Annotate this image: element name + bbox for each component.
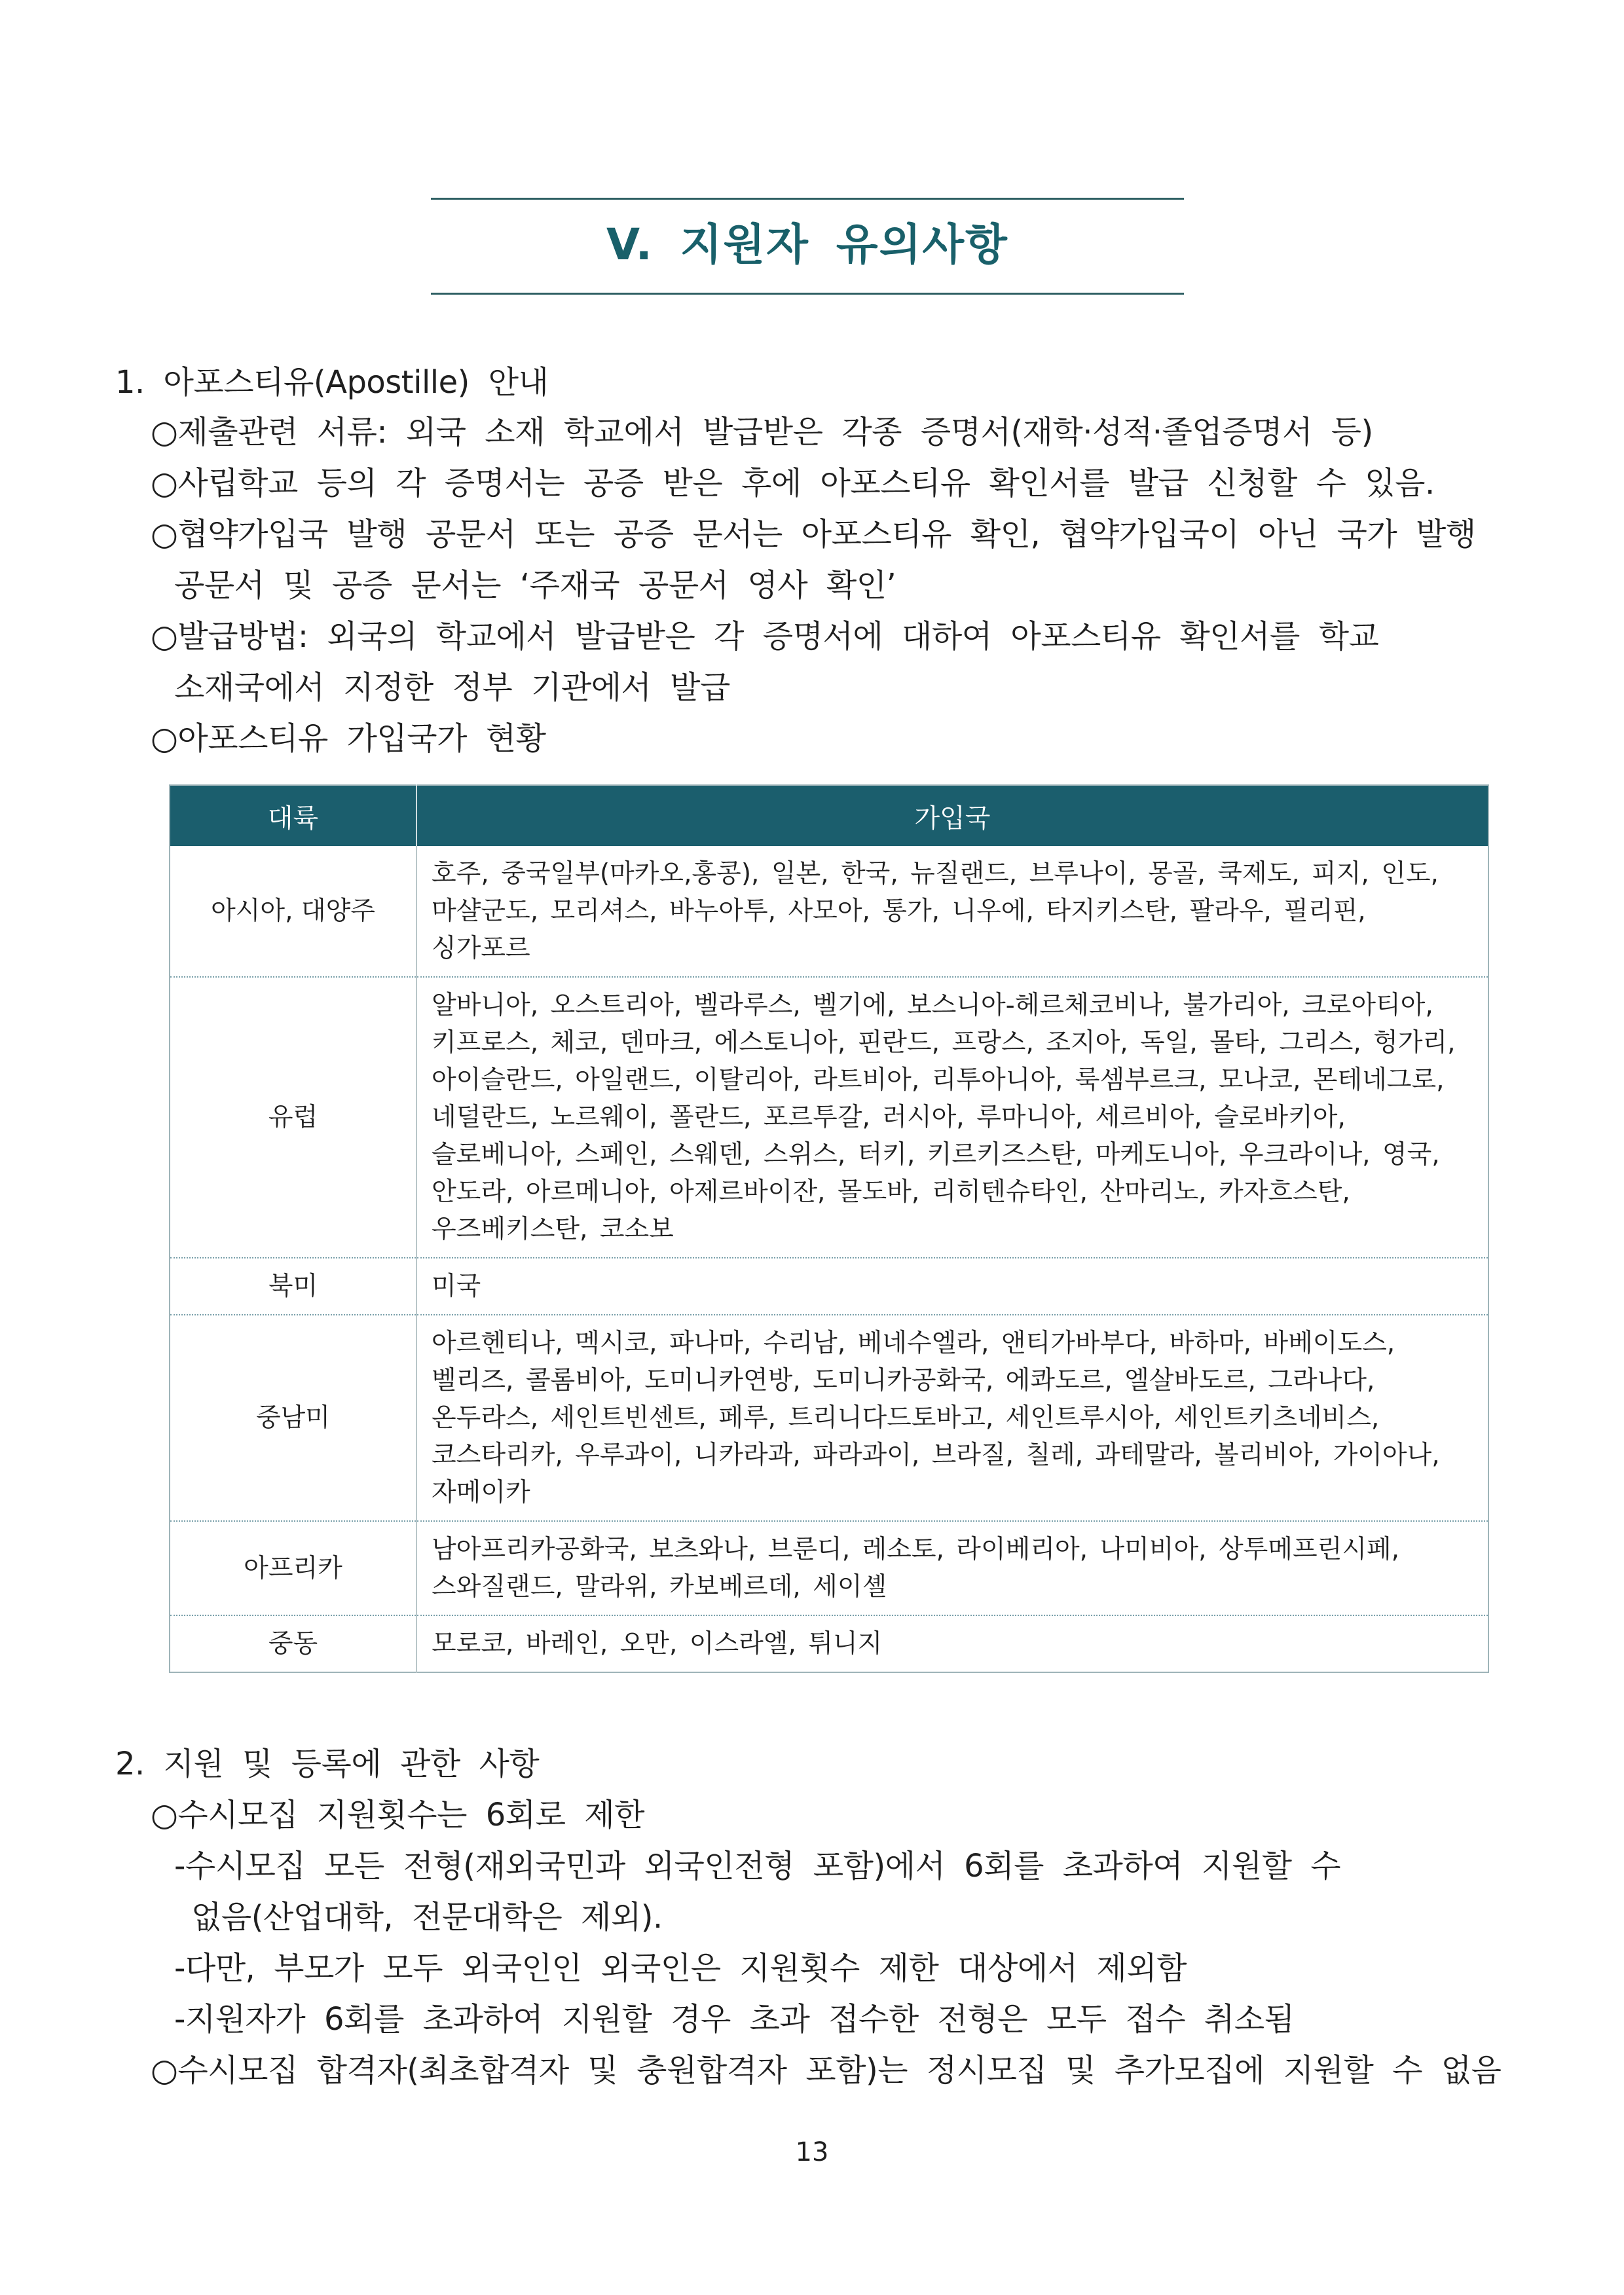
bullet-application-limit: ○수시모집 지원횟수는 6회로 제한 xyxy=(151,1797,644,1833)
countries-cell xyxy=(416,977,1488,1258)
countries-line: 싱가포르 xyxy=(432,934,530,963)
countries-line: 슬로베니아, 스페인, 스웨덴, 스위스, 터키, 키르키즈스탄, 마케도니아, 우크라이나, 영국, xyxy=(432,1140,1440,1169)
detail-limit-all-tracks: -수시모집 모든 전형(재외국민과 외국인전형 포함)에서 6회를 초과하여 지원할 수 xyxy=(174,1848,1341,1884)
countries-line: 마샬군도, 모리셔스, 바누아투, 사모아, 통가, 니우에, 타지키스탄, 팔라우, 필리핀, xyxy=(432,896,1366,926)
table-header-row xyxy=(170,785,1488,846)
table-row xyxy=(170,1521,1488,1615)
title-block xyxy=(431,198,1184,295)
countries-line: 자메이카 xyxy=(432,1478,530,1507)
continent-cell: 중남미 xyxy=(170,1315,416,1521)
page-title: V. 지원자 유의사항 xyxy=(606,219,1008,270)
countries-cell xyxy=(416,1521,1488,1615)
countries-line: 네덜란드, 노르웨이, 폴란드, 포르투갈, 러시아, 루마니아, 세르비아, 슬로바키아, xyxy=(432,1103,1346,1132)
continent-cell: 북미 xyxy=(170,1258,416,1315)
countries-cell xyxy=(416,1315,1488,1521)
bullet-member-countries: ○협약가입국 발행 공문서 또는 공증 문서는 아포스티유 확인, 협약가입국이 아닌 국가 발행 xyxy=(151,516,1476,553)
table-row xyxy=(170,846,1488,977)
bullet-private-school: ○사립학교 등의 각 증명서는 공증 받은 후에 아포스티유 확인서를 발급 신청할 수 있음. xyxy=(151,465,1435,502)
countries-cell xyxy=(416,1615,1488,1672)
countries-line: 아이슬란드, 아일랜드, 이탈리아, 라트비아, 리투아니아, 룩셈부르크, 모나코, 몬테네그로, xyxy=(432,1065,1445,1095)
countries-line: 키프로스, 체코, 덴마크, 에스토니아, 핀란드, 프랑스, 조지아, 독일, 몰타, 그리스, 헝가리, xyxy=(432,1028,1456,1057)
countries-line: 아르헨티나, 멕시코, 파나마, 수리남, 베네수엘라, 앤티가바부다, 바하마, 바베이도스, xyxy=(432,1329,1395,1358)
countries-line: 모로코, 바레인, 오만, 이스라엘, 튀니지 xyxy=(432,1629,883,1659)
apostille-countries-table xyxy=(169,784,1489,1673)
countries-line: 우즈베키스탄, 코소보 xyxy=(432,1215,674,1244)
title-top-rule xyxy=(431,198,1184,200)
table-row xyxy=(170,1615,1488,1672)
table-row xyxy=(170,977,1488,1258)
countries-line: 알바니아, 오스트리아, 벨라루스, 벨기에, 보스니아-헤르체코비나, 불가리아, 크로아티아, xyxy=(432,991,1433,1020)
countries-line: 벨리즈, 콜롬비아, 도미니카연방, 도미니카공화국, 에콰도르, 엘살바도르, 그라나다, xyxy=(432,1366,1375,1395)
section-1-heading: 1. 아포스티유(Apostille) 안내 xyxy=(115,364,549,401)
countries-line: 남아프리카공화국, 보츠와나, 브룬디, 레소토, 라이베리아, 나미비아, 상투메프린시페, xyxy=(432,1535,1400,1564)
countries-cell xyxy=(416,1258,1488,1315)
bullet-documents: ○제출관련 서류: 외국 소재 학교에서 발급받은 각종 증명서(재학·성적·졸업증명서 등) xyxy=(151,414,1373,450)
section-2-heading: 2. 지원 및 등록에 관한 사항 xyxy=(115,1746,540,1782)
table-row xyxy=(170,1315,1488,1521)
continent-cell: 아시아, 대양주 xyxy=(170,846,416,977)
detail-limit-all-tracks-cont: 없음(산업대학, 전문대학은 제외). xyxy=(191,1899,663,1936)
detail-foreign-parents-exception: -다만, 부모가 모두 외국인인 외국인은 지원횟수 제한 대상에서 제외함 xyxy=(174,1950,1187,1987)
bullet-issuing-method-cont: 소재국에서 지정한 정부 기관에서 발급 xyxy=(174,669,730,706)
detail-excess-cancellation: -지원자가 6회를 초과하여 지원할 경우 초과 접수한 전형은 모두 접수 취소됨 xyxy=(174,2001,1295,2038)
countries-line: 스와질랜드, 말라위, 카보베르데, 세이셸 xyxy=(432,1572,887,1602)
bullet-member-countries-cont: 공문서 및 공증 문서는 ‘주재국 공문서 영사 확인’ xyxy=(174,567,896,604)
bullet-member-status: ○아포스티유 가입국가 현황 xyxy=(151,720,546,757)
countries-cell xyxy=(416,846,1488,977)
countries-line: 미국 xyxy=(432,1272,481,1301)
table-row xyxy=(170,1258,1488,1315)
countries-line: 호주, 중국일부(마카오,홍콩), 일본, 한국, 뉴질랜드, 브루나이, 몽골, 쿡제도, 피지, 인도, xyxy=(432,859,1439,889)
continent-cell: 중동 xyxy=(170,1615,416,1672)
bullet-issuing-method: ○발급방법: 외국의 학교에서 발급받은 각 증명서에 대하여 아포스티유 확인서를 학교 xyxy=(151,618,1379,655)
page-number: 13 xyxy=(795,2137,829,2167)
bullet-admitted-restriction: ○수시모집 합격자(최초합격자 및 충원합격자 포함)는 정시모집 및 추가모집에 지원할 수 없음 xyxy=(151,2052,1502,2089)
countries-line: 온두라스, 세인트빈센트, 페루, 트리니다드토바고, 세인트루시아, 세인트키츠네비스, xyxy=(432,1403,1380,1433)
header-member-countries: 가입국 xyxy=(416,785,1488,846)
continent-cell: 유럽 xyxy=(170,977,416,1258)
countries-line: 코스타리카, 우루과이, 니카라과, 파라과이, 브라질, 칠레, 과테말라, 볼리비아, 가이아나, xyxy=(432,1441,1440,1470)
continent-cell: 아프리카 xyxy=(170,1521,416,1615)
title-bottom-rule xyxy=(431,293,1184,295)
countries-line: 안도라, 아르메니아, 아제르바이잔, 몰도바, 리히텐슈타인, 산마리노, 카자흐스탄, xyxy=(432,1177,1350,1207)
header-continent: 대륙 xyxy=(170,785,416,846)
